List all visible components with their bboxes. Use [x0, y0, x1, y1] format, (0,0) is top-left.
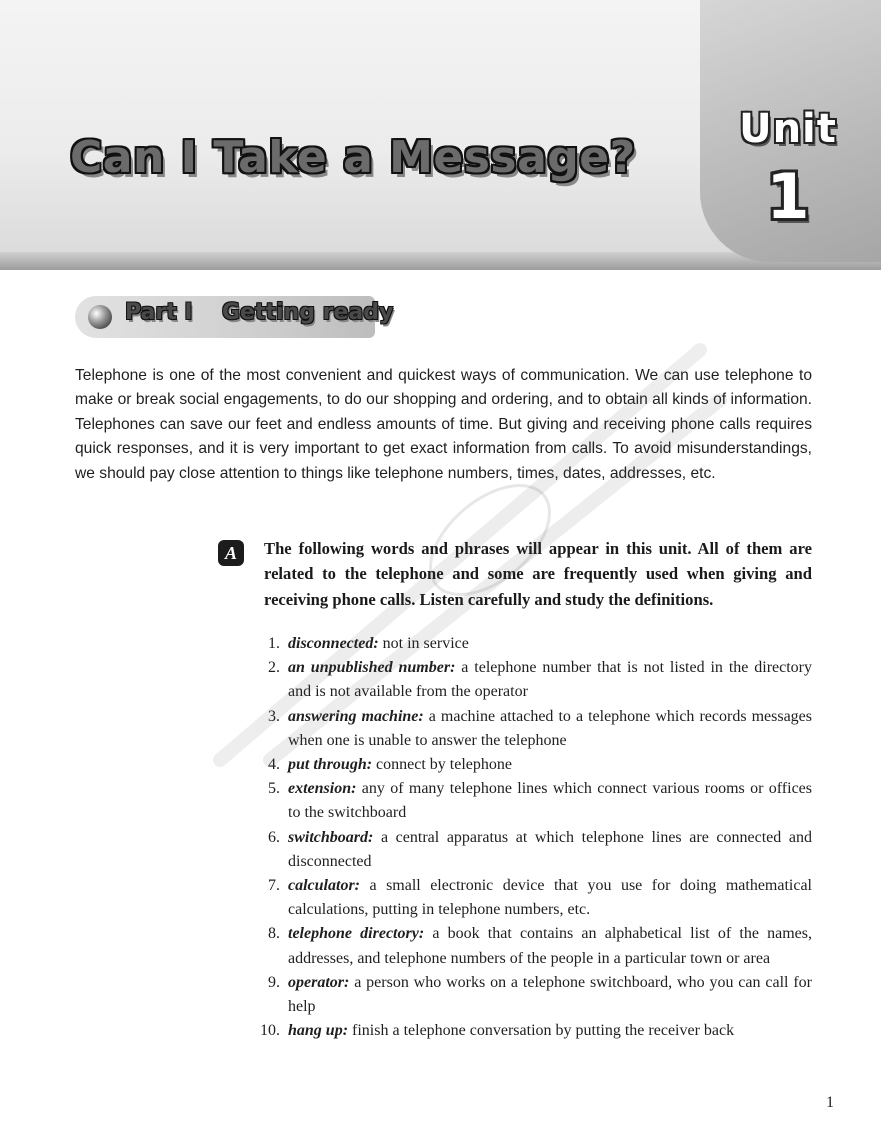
definition-list [250, 632, 812, 1043]
definition-number: 9. [268, 973, 280, 991]
definition-item [250, 874, 812, 922]
unit-number: 1 [766, 160, 810, 233]
page-number: 1 [826, 1094, 834, 1111]
definition-number: 10. [260, 1022, 280, 1040]
definition-item [250, 632, 812, 656]
definition-item [250, 1019, 812, 1043]
definition-item [250, 753, 812, 777]
definition-item [250, 656, 812, 704]
section-a-badge: A [218, 540, 244, 566]
definition-number: 8. [268, 925, 280, 943]
definition-text: a person who works on a telephone switchboard, who you can call for help [288, 973, 812, 1016]
definition-term: disconnected: [288, 635, 379, 652]
definition-term: switchboard: [288, 828, 374, 846]
intro-paragraph: Telephone is one of the most convenient and quickest ways of communication. We can use telephone to make or break social engagements, to do our shopping and ordering, and to obtain all kinds of information. Telephones can save our feet and endless amounts of time. But giving and receiving phone calls requires quick responses, and it is very important to get exact information from calls. To avoid misunderstandings, we should pay close attention to things like telephone numbers, times, dates, addresses, etc. [75, 367, 812, 482]
definition-text: not in service [378, 635, 469, 652]
definition-term: answering machine: [288, 707, 424, 725]
definition-text: finish a telephone conversation by putting the receiver back [348, 1022, 735, 1040]
definition-text: a central apparatus at which telephone lines are connected and disconnected [288, 828, 812, 870]
definition-term: operator: [288, 973, 350, 991]
definition-text: connect by telephone [372, 756, 512, 774]
definition-number: 4. [268, 756, 280, 774]
definition-term: hang up: [288, 1022, 349, 1040]
unit-word: Unit [739, 106, 837, 152]
definition-term: telephone directory: [288, 925, 425, 943]
unit-title: Can I Take a Message? [70, 132, 636, 183]
part-label: Part I [125, 300, 193, 325]
definition-term: extension: [288, 780, 357, 798]
definition-text: a small electronic device that you use for doing mathematical calculations, putting in telephone numbers, etc. [288, 877, 812, 919]
section-a-instruction: The following words and phrases will appear in this unit. All of them are related to the telephone and some are frequently used when giving and receiving phone calls. Listen carefully and study the definitions. [264, 539, 812, 609]
definition-number: 5. [268, 780, 280, 798]
definition-text: a telephone number that is not listed in the directory and is not available from the operator [288, 659, 813, 701]
definition-number: 1. [268, 635, 280, 652]
definition-item [250, 826, 812, 874]
definition-item [250, 777, 812, 825]
definition-number: 7. [268, 877, 280, 895]
definition-text: a machine attached to a telephone which records messages when one is unable to answer the telephone [288, 707, 813, 749]
definition-item [250, 705, 812, 753]
definition-term: calculator: [288, 877, 360, 895]
definition-number: 3. [268, 707, 280, 725]
definition-term: put through: [288, 756, 373, 774]
definition-item [250, 971, 812, 1019]
definition-text: a book that contains an alphabetical list of the names, addresses, and telephone numbers of the people in a particular town or area [288, 925, 813, 967]
definition-number: 6. [268, 828, 280, 846]
sphere-bullet-icon [88, 305, 112, 329]
definition-item [250, 922, 812, 970]
part-title: Getting ready [222, 300, 394, 325]
definition-number: 2. [268, 659, 280, 677]
definition-text: any of many telephone lines which connect various rooms or offices to the switchboard [288, 780, 812, 822]
definition-term: an unpublished number: [288, 659, 456, 677]
